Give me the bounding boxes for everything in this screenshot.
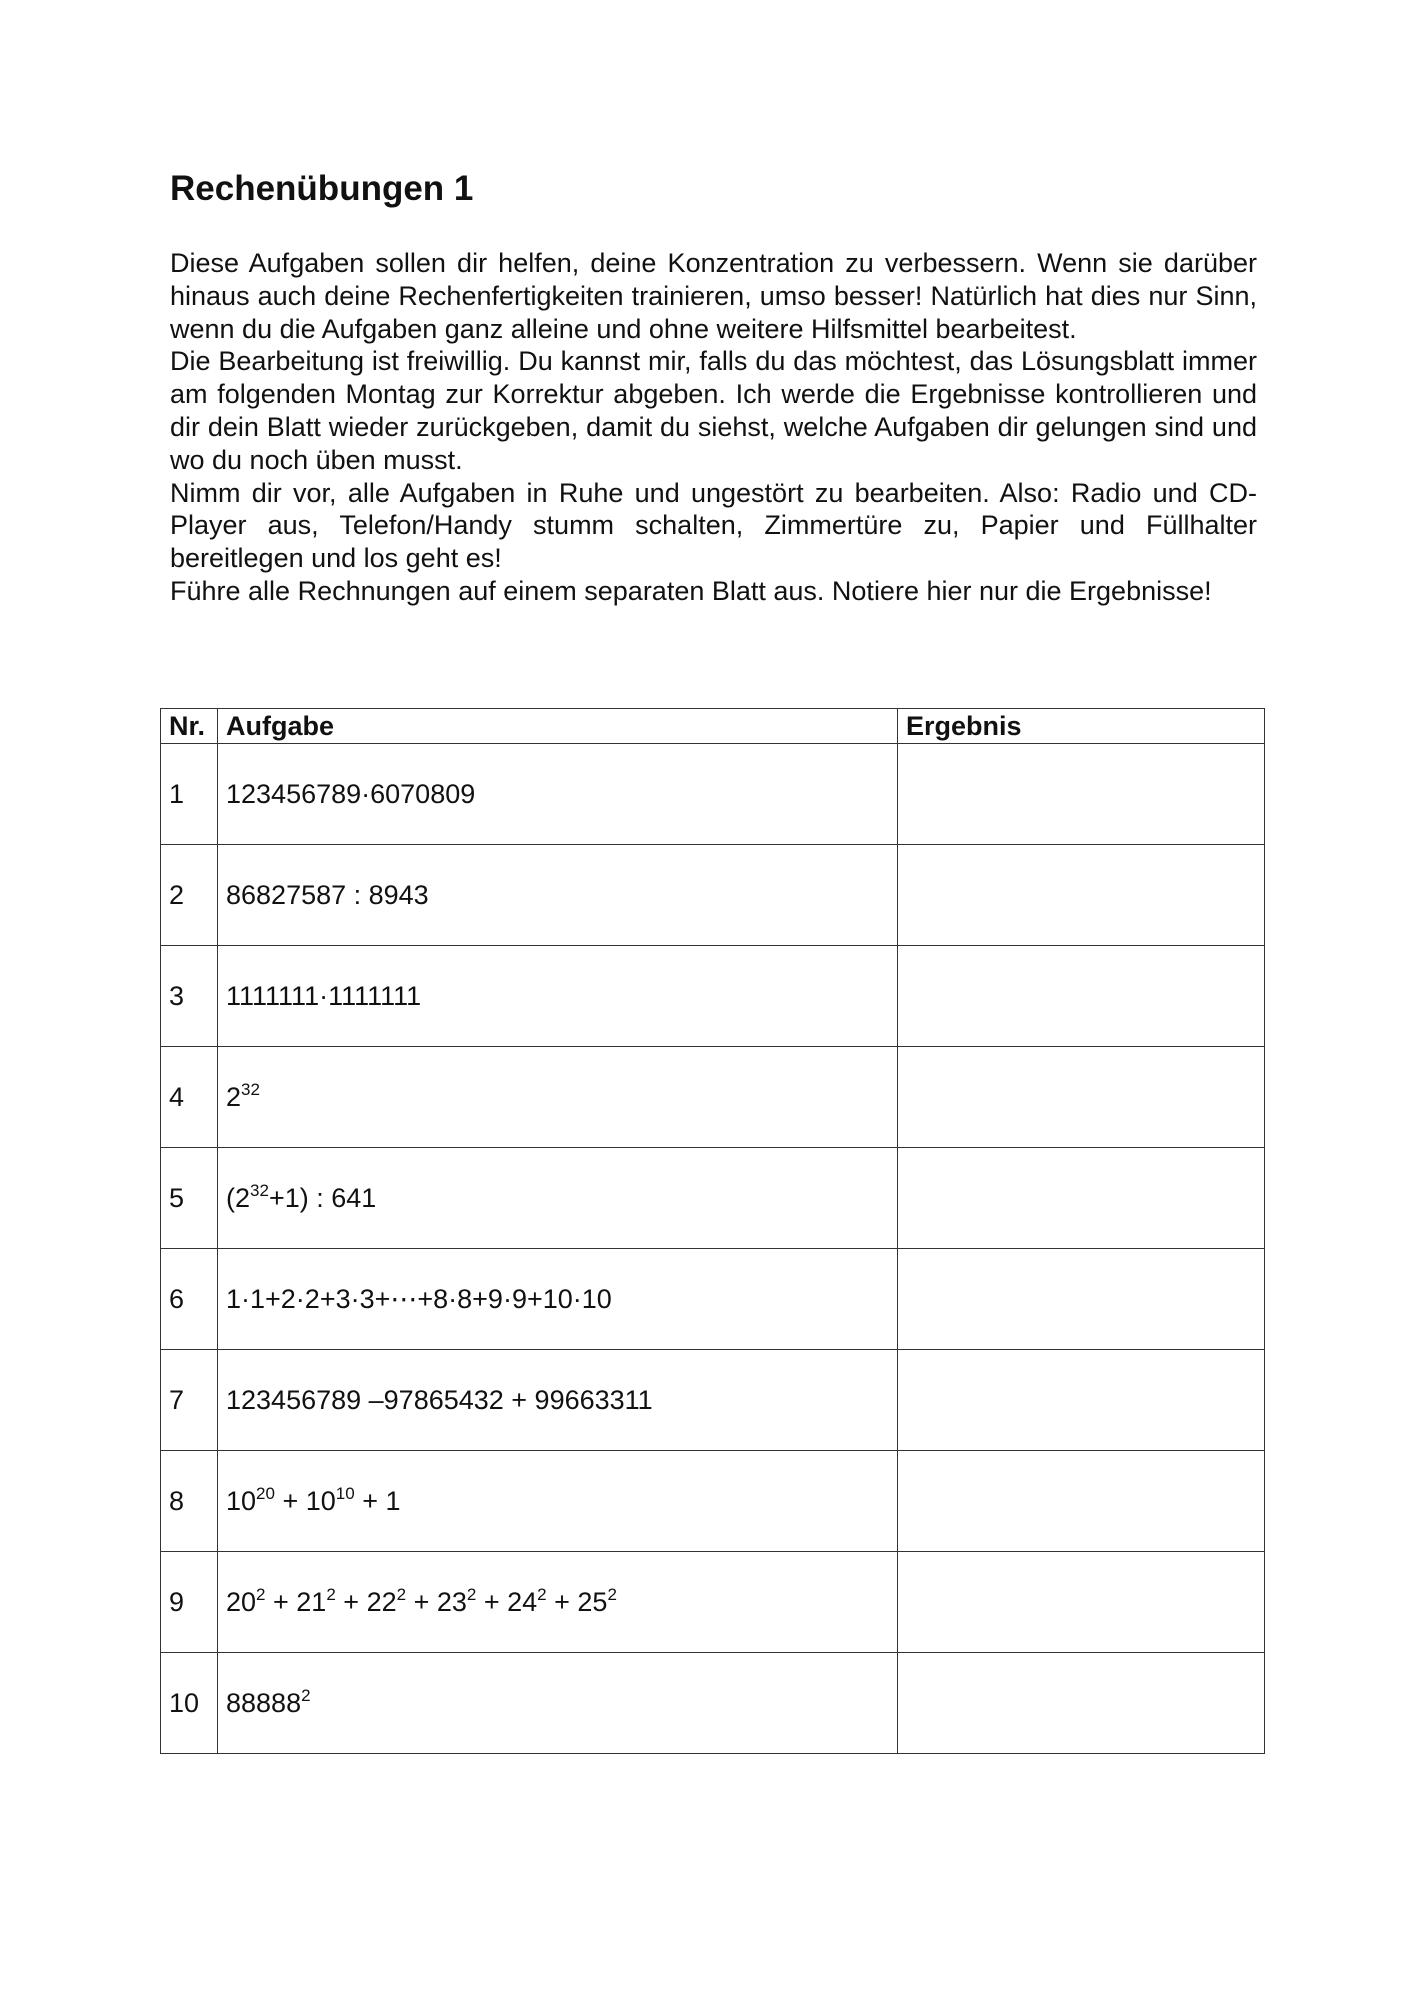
result-cell[interactable] bbox=[898, 845, 1265, 946]
expression-superscript: 2 bbox=[466, 1585, 477, 1604]
task-number: 2 bbox=[161, 845, 218, 946]
task-expression bbox=[218, 1451, 898, 1552]
task-expression bbox=[218, 744, 898, 845]
page-title: Rechenübungen 1 bbox=[170, 169, 474, 208]
task-number: 1 bbox=[161, 744, 218, 845]
expression-text: 123456789·6070809 bbox=[226, 779, 476, 809]
result-cell[interactable] bbox=[898, 1148, 1265, 1249]
task-expression bbox=[218, 1350, 898, 1451]
table-row bbox=[161, 1653, 1265, 1754]
expression-superscript: 2 bbox=[301, 1686, 311, 1705]
result-cell[interactable] bbox=[898, 946, 1265, 1047]
table-row bbox=[161, 1350, 1265, 1451]
task-expression bbox=[218, 1148, 898, 1249]
expression-text: 1·1+2·2+3·3+⋯+8·8+9·9+10·10 bbox=[226, 1284, 612, 1314]
header-task: Aufgabe bbox=[218, 709, 898, 744]
task-expression bbox=[218, 1249, 898, 1350]
intro-text bbox=[170, 247, 1257, 608]
result-cell[interactable] bbox=[898, 1350, 1265, 1451]
table-row bbox=[161, 1047, 1265, 1148]
task-number: 10 bbox=[161, 1653, 218, 1754]
task-number: 3 bbox=[161, 946, 218, 1047]
expression-text: + 24 bbox=[476, 1587, 538, 1617]
task-rows bbox=[161, 744, 1265, 1754]
result-cell[interactable] bbox=[898, 744, 1265, 845]
expression-superscript: 20 bbox=[256, 1484, 275, 1503]
task-table bbox=[160, 708, 1265, 1754]
expression-text: + 21 bbox=[265, 1587, 327, 1617]
result-cell[interactable] bbox=[898, 1047, 1265, 1148]
expression-text: (2 bbox=[226, 1183, 251, 1213]
expression-text: 2 bbox=[226, 1082, 242, 1112]
expression-superscript: 2 bbox=[256, 1585, 266, 1604]
task-expression bbox=[218, 1047, 898, 1148]
task-number: 5 bbox=[161, 1148, 218, 1249]
table-row bbox=[161, 1552, 1265, 1653]
expression-superscript: 32 bbox=[250, 1181, 269, 1200]
task-expression bbox=[218, 946, 898, 1047]
expression-text: +1) : 641 bbox=[268, 1183, 377, 1213]
expression-text: + 10 bbox=[274, 1486, 336, 1516]
expression-superscript: 32 bbox=[241, 1080, 260, 1099]
expression-text: 123456789 –97865432 + 99663311 bbox=[226, 1385, 653, 1415]
task-number: 4 bbox=[161, 1047, 218, 1148]
header-nr: Nr. bbox=[161, 709, 218, 744]
expression-superscript: 2 bbox=[326, 1585, 336, 1604]
expression-text: + 25 bbox=[546, 1587, 608, 1617]
expression-text: + 22 bbox=[335, 1587, 397, 1617]
intro-paragraph: Nimm dir vor, alle Aufgaben in Ruhe und ungestört zu bearbeiten. Also: Radio und CD-Player aus, Telefon/Handy stumm schalten, Zimmertüre zu, Papier und Füllhalter bereitlegen und los geht es! bbox=[170, 477, 1257, 574]
result-cell[interactable] bbox=[898, 1552, 1265, 1653]
task-number: 8 bbox=[161, 1451, 218, 1552]
expression-superscript: 2 bbox=[607, 1585, 617, 1604]
table-row bbox=[161, 1451, 1265, 1552]
task-number: 6 bbox=[161, 1249, 218, 1350]
table-row bbox=[161, 1249, 1265, 1350]
table-row bbox=[161, 946, 1265, 1047]
expression-text: + 1 bbox=[354, 1486, 401, 1516]
result-cell[interactable] bbox=[898, 1451, 1265, 1552]
expression-text: 86827587 : 8943 bbox=[226, 880, 429, 910]
result-cell[interactable] bbox=[898, 1249, 1265, 1350]
task-number: 7 bbox=[161, 1350, 218, 1451]
intro-paragraph: Führe alle Rechnungen auf einem separaten Blatt aus. Notiere hier nur die Ergebnisse! bbox=[170, 575, 1212, 606]
table-row bbox=[161, 845, 1265, 946]
intro-paragraph: Die Bearbeitung ist freiwillig. Du kannst mir, falls du das möchtest, das Lösungsblatt immer am folgenden Montag zur Korrektur abgeben. Ich werde die Ergebnisse kontrollieren und dir dein Blatt wieder zurückgeben, damit du siehst, welche Aufgaben dir gelungen sind und wo du noch üben musst. bbox=[170, 346, 1257, 475]
task-expression bbox=[218, 1552, 898, 1653]
header-result: Ergebnis bbox=[898, 709, 1265, 744]
expression-superscript: 2 bbox=[396, 1585, 407, 1604]
table-row bbox=[161, 1148, 1265, 1249]
intro-paragraph: Diese Aufgaben sollen dir helfen, deine Konzentration zu verbessern. Wenn sie darüber hinaus auch deine Rechenfertigkeiten trainieren, umso besser! Natürlich hat dies nur Sinn, wenn du die Aufgaben ganz alleine und ohne weitere Hilfsmittel bearbeitest. bbox=[170, 248, 1257, 344]
expression-text: 1111111·1111111 bbox=[226, 981, 422, 1011]
expression-text: + 23 bbox=[406, 1587, 467, 1617]
expression-text: 20 bbox=[226, 1587, 257, 1617]
expression-text: 88888 bbox=[226, 1688, 302, 1718]
task-expression bbox=[218, 1653, 898, 1754]
task-expression bbox=[218, 845, 898, 946]
task-number: 9 bbox=[161, 1552, 218, 1653]
table-header-row bbox=[161, 709, 1265, 744]
expression-superscript: 2 bbox=[537, 1585, 547, 1604]
table-row bbox=[161, 744, 1265, 845]
expression-superscript: 10 bbox=[335, 1484, 355, 1503]
expression-text: 10 bbox=[226, 1486, 257, 1516]
result-cell[interactable] bbox=[898, 1653, 1265, 1754]
